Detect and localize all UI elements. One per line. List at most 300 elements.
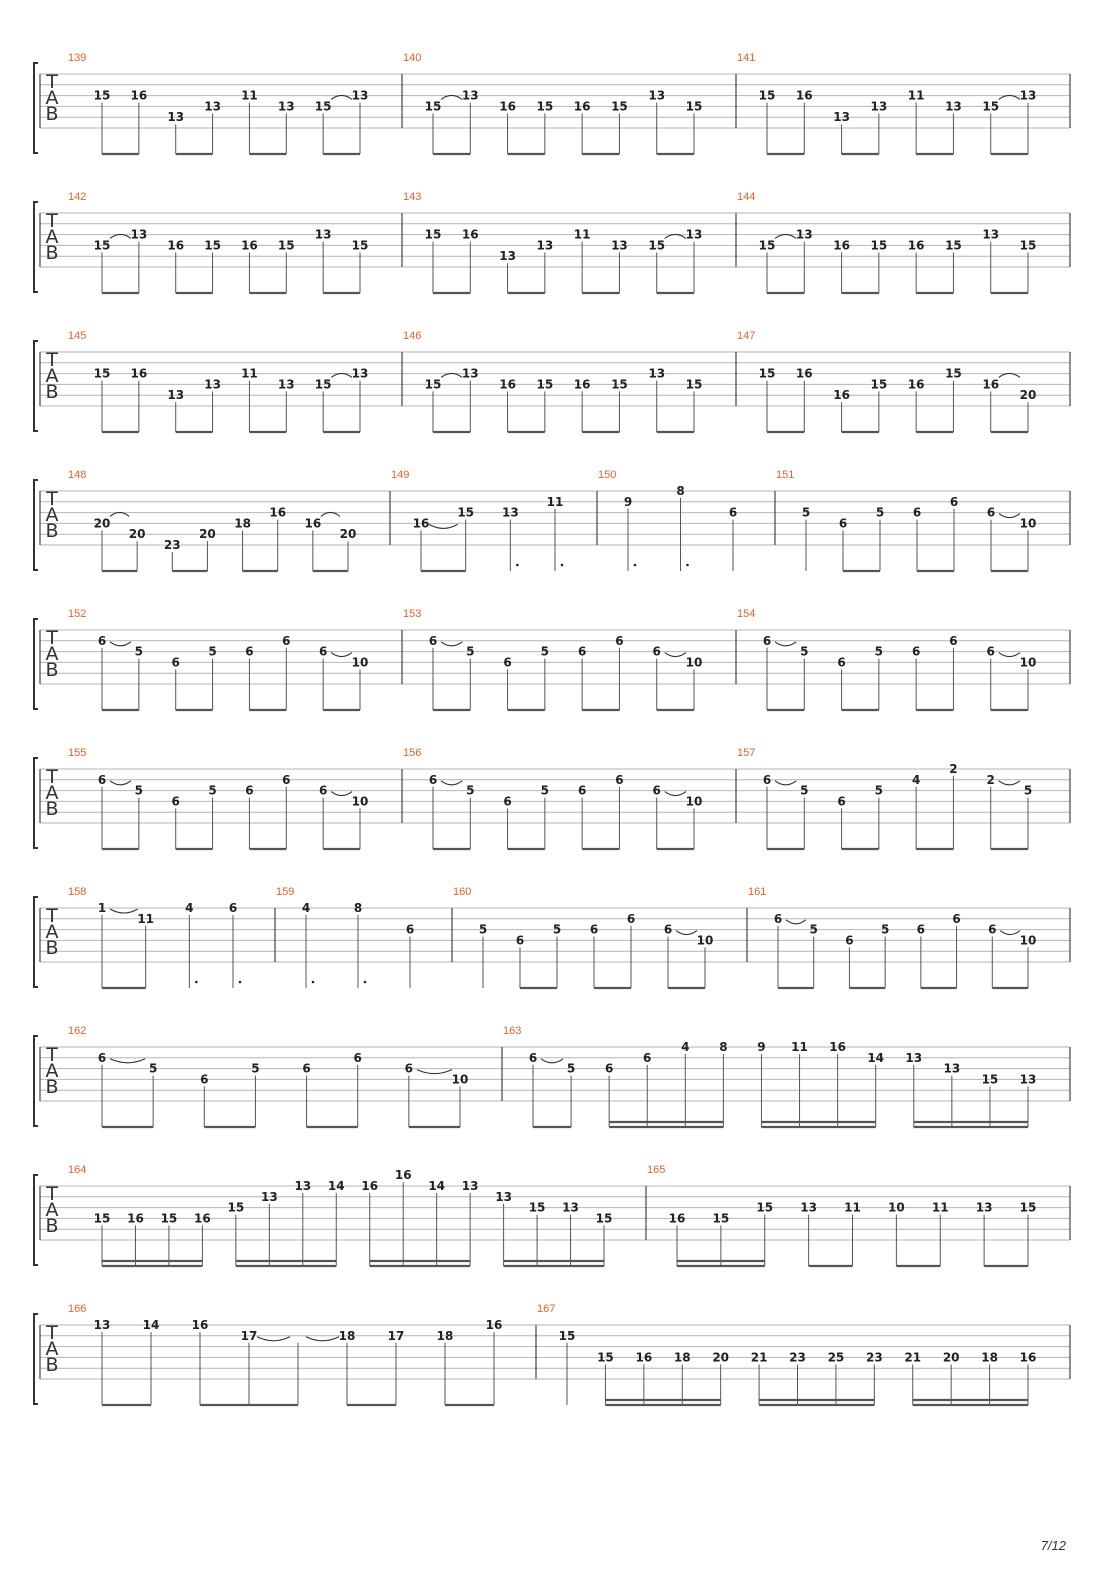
rhythm-dot bbox=[312, 981, 315, 984]
measure-number: 164 bbox=[68, 1164, 87, 1176]
tab-clef-letter: A bbox=[45, 1199, 59, 1221]
tab-clef-letter: B bbox=[45, 381, 59, 403]
fret-number: 6 bbox=[200, 1072, 209, 1087]
fret-number: 13 bbox=[536, 238, 554, 253]
fret-number: 6 bbox=[838, 516, 848, 531]
system-bracket bbox=[34, 619, 38, 709]
fret-number: 16 bbox=[412, 516, 430, 531]
fret-number: 15 bbox=[945, 366, 962, 381]
tab-clef-letter: T bbox=[46, 627, 58, 649]
fret-number: 14 bbox=[142, 1318, 160, 1332]
tab-system bbox=[34, 1164, 1070, 1266]
fret-number: 16 bbox=[127, 1211, 144, 1226]
tab-clef-letter: A bbox=[45, 87, 59, 109]
tab-clef-letter: B bbox=[45, 1076, 59, 1098]
fret-number: 8 bbox=[719, 1040, 728, 1054]
fret-number: 6 bbox=[228, 901, 238, 915]
fret-number: 13 bbox=[648, 366, 666, 381]
measure bbox=[537, 1303, 1036, 1405]
system-bracket bbox=[34, 1036, 38, 1126]
tab-clef-letter: A bbox=[45, 1338, 59, 1360]
fret-number: 18 bbox=[234, 516, 251, 531]
measure bbox=[68, 608, 368, 710]
slur-arc bbox=[429, 524, 458, 528]
measure-number: 151 bbox=[776, 469, 795, 481]
fret-number: 15 bbox=[648, 238, 666, 253]
measure bbox=[403, 191, 702, 293]
tab-clef-letter: A bbox=[45, 782, 59, 804]
fret-number: 6 bbox=[837, 655, 846, 670]
fret-number: 16 bbox=[833, 238, 850, 253]
tab-system bbox=[34, 886, 1070, 988]
fret-number: 13 bbox=[461, 1179, 479, 1193]
tab-system bbox=[34, 1025, 1070, 1127]
tab-clef-letter: B bbox=[45, 1354, 59, 1376]
system-bracket bbox=[34, 341, 38, 431]
tab-clef-letter: B bbox=[45, 103, 59, 125]
fret-number: 15 bbox=[227, 1200, 245, 1215]
fret-number: 6 bbox=[171, 794, 180, 809]
measure-number: 142 bbox=[68, 191, 87, 203]
fret-number: 16 bbox=[795, 88, 813, 103]
fret-number: 15 bbox=[1019, 1200, 1037, 1215]
fret-number: 5 bbox=[1023, 783, 1033, 798]
fret-number: 13 bbox=[945, 99, 962, 114]
fret-number: 16 bbox=[833, 388, 850, 403]
fret-number: 6 bbox=[528, 1050, 538, 1065]
slur-arc bbox=[110, 1059, 145, 1063]
measure-number: 140 bbox=[403, 52, 422, 64]
slur-arc bbox=[110, 642, 131, 646]
measure bbox=[737, 191, 1036, 293]
measure bbox=[403, 608, 702, 710]
tab-system bbox=[34, 608, 1070, 710]
fret-number: 20 bbox=[199, 527, 216, 542]
system-bracket bbox=[34, 202, 38, 292]
fret-number: 13 bbox=[648, 88, 666, 103]
fret-number: 6 bbox=[986, 644, 995, 659]
fret-number: 11 bbox=[791, 1040, 808, 1054]
fret-number: 18 bbox=[673, 1350, 691, 1365]
fret-number: 4 bbox=[681, 1040, 690, 1054]
fret-number: 13 bbox=[1019, 88, 1037, 103]
slur-arc bbox=[1000, 931, 1020, 935]
fret-number: 10 bbox=[351, 655, 369, 670]
measure bbox=[68, 886, 241, 988]
measure-number: 153 bbox=[403, 608, 422, 620]
fret-number: 11 bbox=[931, 1200, 949, 1215]
measure-number: 165 bbox=[647, 1164, 666, 1176]
fret-number: 11 bbox=[907, 88, 925, 103]
fret-number: 5 bbox=[466, 783, 475, 798]
measure-number: 155 bbox=[68, 747, 87, 759]
fret-number: 5 bbox=[875, 505, 885, 520]
fret-number: 16 bbox=[304, 516, 322, 531]
fret-number: 13 bbox=[685, 227, 703, 242]
fret-number: 15 bbox=[712, 1211, 730, 1226]
system-bracket bbox=[34, 480, 38, 570]
measure bbox=[403, 747, 702, 849]
fret-number: 13 bbox=[351, 366, 369, 381]
fret-number: 16 bbox=[1019, 1350, 1037, 1365]
fret-number: 8 bbox=[676, 484, 685, 498]
fret-number: 6 bbox=[652, 644, 661, 659]
page-number: 7/12 bbox=[1040, 1538, 1066, 1553]
fret-number: 5 bbox=[801, 505, 811, 520]
fret-number: 6 bbox=[949, 494, 959, 509]
fret-number: 6 bbox=[428, 772, 438, 787]
fret-number: 6 bbox=[589, 922, 599, 937]
fret-number: 16 bbox=[668, 1211, 686, 1226]
measure bbox=[776, 469, 1036, 571]
slur-arc bbox=[306, 1337, 339, 1341]
measure bbox=[403, 330, 702, 432]
fret-number: 13 bbox=[167, 388, 185, 403]
fret-number: 13 bbox=[495, 1189, 512, 1204]
slur-arc bbox=[665, 653, 686, 657]
slur-arc bbox=[786, 920, 806, 924]
fret-number: 6 bbox=[282, 772, 291, 787]
measure-number: 154 bbox=[737, 608, 756, 620]
fret-number: 6 bbox=[353, 1050, 362, 1065]
fret-number: 6 bbox=[97, 633, 107, 648]
rhythm-dot bbox=[516, 564, 519, 567]
fret-number: 20 bbox=[339, 527, 357, 542]
fret-number: 15 bbox=[1019, 238, 1037, 253]
system-bracket bbox=[34, 63, 38, 153]
fret-number: 5 bbox=[134, 783, 144, 798]
tab-clef-letter: A bbox=[45, 504, 59, 526]
fret-number: 6 bbox=[952, 911, 961, 926]
tab-system bbox=[34, 191, 1070, 293]
slur-arc bbox=[110, 909, 138, 913]
fret-number: 14 bbox=[428, 1179, 446, 1193]
measure bbox=[503, 1025, 1036, 1127]
fret-number: 5 bbox=[874, 644, 884, 659]
fret-number: 6 bbox=[912, 505, 922, 520]
fret-number: 16 bbox=[394, 1168, 412, 1183]
fret-number: 11 bbox=[573, 227, 591, 242]
fret-number: 15 bbox=[870, 377, 888, 392]
slur-arc bbox=[110, 781, 131, 785]
fret-number: 6 bbox=[282, 633, 291, 648]
fret-number: 13 bbox=[905, 1050, 923, 1065]
fret-number: 10 bbox=[685, 794, 703, 809]
rhythm-dot bbox=[195, 981, 198, 984]
fret-number: 16 bbox=[573, 377, 591, 392]
fret-number: 20 bbox=[712, 1350, 730, 1365]
system-bracket bbox=[34, 758, 38, 848]
fret-number: 13 bbox=[461, 88, 479, 103]
measure-number: 158 bbox=[68, 886, 87, 898]
tab-clef-letter: T bbox=[46, 488, 58, 510]
tab-clef-letter: B bbox=[45, 520, 59, 542]
fret-number: 5 bbox=[552, 922, 562, 937]
fret-number: 15 bbox=[758, 88, 776, 103]
fret-number: 15 bbox=[758, 366, 776, 381]
fret-number: 6 bbox=[615, 772, 624, 787]
fret-number: 16 bbox=[130, 366, 148, 381]
tab-clef-letter: T bbox=[46, 71, 58, 93]
fret-number: 16 bbox=[361, 1179, 379, 1193]
fret-number: 6 bbox=[986, 505, 996, 520]
fret-number: 20 bbox=[1019, 388, 1037, 403]
tab-clef-letter: A bbox=[45, 1060, 59, 1082]
fret-number: 6 bbox=[626, 911, 636, 926]
fret-number: 18 bbox=[981, 1350, 998, 1365]
fret-number: 4 bbox=[185, 901, 194, 915]
fret-number: 13 bbox=[975, 1200, 993, 1215]
fret-number: 16 bbox=[191, 1318, 209, 1332]
fret-number: 17 bbox=[387, 1328, 405, 1343]
fret-number: 9 bbox=[623, 494, 633, 509]
slur-arc bbox=[541, 1059, 563, 1063]
fret-number: 5 bbox=[874, 783, 884, 798]
measure-number: 156 bbox=[403, 747, 422, 759]
tab-clef-letter: A bbox=[45, 643, 59, 665]
measure-number: 143 bbox=[403, 191, 422, 203]
measure bbox=[748, 886, 1036, 988]
fret-number: 16 bbox=[573, 99, 591, 114]
fret-number: 2 bbox=[949, 762, 958, 776]
fret-number: 6 bbox=[404, 1061, 414, 1076]
measure-number: 167 bbox=[537, 1303, 556, 1315]
tab-system bbox=[34, 330, 1070, 432]
fret-number: 6 bbox=[245, 783, 254, 798]
fret-number: 11 bbox=[844, 1200, 861, 1215]
fret-number: 16 bbox=[269, 505, 287, 520]
fret-number: 13 bbox=[800, 1200, 817, 1215]
fret-number: 15 bbox=[758, 238, 776, 253]
fret-number: 6 bbox=[318, 783, 328, 798]
fret-number: 6 bbox=[988, 922, 997, 937]
fret-number: 15 bbox=[982, 99, 1000, 114]
fret-number: 15 bbox=[756, 1200, 774, 1215]
fret-number: 15 bbox=[536, 377, 554, 392]
slur-arc bbox=[417, 1070, 452, 1074]
fret-number: 5 bbox=[880, 922, 890, 937]
slur-arc bbox=[775, 781, 796, 785]
tab-clef-letter: B bbox=[45, 937, 59, 959]
measure-number: 159 bbox=[276, 886, 295, 898]
fret-number: 16 bbox=[241, 238, 258, 253]
fret-number: 5 bbox=[208, 644, 217, 659]
fret-number: 9 bbox=[757, 1040, 766, 1054]
measure-number: 147 bbox=[737, 330, 756, 342]
fret-number: 14 bbox=[867, 1050, 885, 1065]
slur-arc bbox=[331, 792, 352, 796]
fret-number: 6 bbox=[577, 783, 587, 798]
fret-number: 5 bbox=[134, 644, 144, 659]
fret-number: 15 bbox=[424, 377, 442, 392]
fret-number: 13 bbox=[351, 88, 369, 103]
measure bbox=[737, 747, 1032, 849]
measure bbox=[68, 330, 368, 432]
system-bracket bbox=[34, 1175, 38, 1265]
fret-number: 11 bbox=[241, 366, 258, 381]
tab-clef-letter: T bbox=[46, 210, 58, 232]
measure bbox=[403, 52, 702, 154]
fret-number: 5 bbox=[800, 644, 809, 659]
fret-number: 23 bbox=[865, 1350, 883, 1365]
fret-number: 6 bbox=[762, 633, 772, 648]
fret-number: 13 bbox=[294, 1179, 312, 1193]
fret-number: 13 bbox=[982, 227, 1000, 242]
fret-number: 13 bbox=[870, 99, 888, 114]
measure-number: 160 bbox=[453, 886, 472, 898]
fret-number: 16 bbox=[635, 1350, 653, 1365]
measure bbox=[68, 1303, 502, 1405]
fret-number: 15 bbox=[314, 377, 332, 392]
fret-number: 6 bbox=[911, 644, 921, 659]
slur-arc bbox=[775, 642, 796, 646]
fret-number: 13 bbox=[260, 1189, 278, 1204]
fret-number: 6 bbox=[652, 783, 661, 798]
system-bracket bbox=[34, 897, 38, 987]
fret-number: 13 bbox=[277, 377, 295, 392]
measure-number: 144 bbox=[737, 191, 756, 203]
fret-number: 5 bbox=[251, 1061, 260, 1076]
measure bbox=[737, 52, 1036, 154]
measure-number: 146 bbox=[403, 330, 422, 342]
fret-number: 15 bbox=[93, 238, 111, 253]
measure bbox=[68, 52, 368, 154]
fret-number: 13 bbox=[943, 1061, 961, 1076]
slur-arc bbox=[441, 781, 462, 785]
fret-number: 6 bbox=[845, 933, 854, 948]
rhythm-dot bbox=[686, 564, 689, 567]
fret-number: 5 bbox=[478, 922, 488, 937]
fret-number: 15 bbox=[93, 1211, 111, 1226]
measure bbox=[68, 1164, 612, 1266]
fret-number: 8 bbox=[353, 901, 363, 915]
fret-number: 15 bbox=[277, 238, 295, 253]
fret-number: 16 bbox=[499, 377, 516, 392]
fret-number: 15 bbox=[597, 1350, 614, 1365]
system-bracket bbox=[34, 1314, 38, 1404]
measure bbox=[598, 469, 737, 571]
tab-clef-letter: B bbox=[45, 1215, 59, 1237]
fret-number: 15 bbox=[457, 505, 475, 520]
fret-number: 16 bbox=[485, 1318, 503, 1332]
fret-number: 16 bbox=[795, 366, 813, 381]
fret-number: 13 bbox=[501, 505, 519, 520]
fret-number: 5 bbox=[800, 783, 809, 798]
measure bbox=[68, 1025, 468, 1127]
slur-arc bbox=[999, 514, 1020, 518]
fret-number: 15 bbox=[981, 1072, 999, 1087]
fret-number: 15 bbox=[528, 1200, 546, 1215]
measure-number: 141 bbox=[737, 52, 756, 64]
fret-number: 13 bbox=[93, 1318, 111, 1332]
fret-number: 11 bbox=[137, 911, 155, 926]
slur-arc bbox=[676, 931, 697, 935]
fret-number: 23 bbox=[163, 538, 181, 552]
tab-clef-letter: B bbox=[45, 798, 59, 820]
tab-clef-letter: T bbox=[46, 1183, 58, 1205]
fret-number: 4 bbox=[911, 772, 921, 787]
measure-number: 161 bbox=[748, 886, 767, 898]
fret-number: 6 bbox=[837, 794, 846, 809]
measure-number: 157 bbox=[737, 747, 756, 759]
fret-number: 6 bbox=[515, 933, 525, 948]
fret-number: 16 bbox=[829, 1040, 846, 1054]
fret-number: 15 bbox=[314, 99, 332, 114]
tab-clef-letter: T bbox=[46, 905, 58, 927]
fret-number: 6 bbox=[728, 505, 738, 520]
tab-clef-letter: T bbox=[46, 766, 58, 788]
fret-number: 5 bbox=[148, 1061, 158, 1076]
fret-number: 15 bbox=[945, 238, 962, 253]
fret-number: 13 bbox=[833, 110, 850, 125]
slur-arc bbox=[665, 792, 686, 796]
fret-number: 6 bbox=[949, 633, 958, 648]
fret-number: 11 bbox=[546, 494, 564, 509]
measure-number: 149 bbox=[391, 469, 410, 481]
tab-clef-letter: A bbox=[45, 921, 59, 943]
fret-number: 15 bbox=[611, 99, 628, 114]
fret-number: 21 bbox=[904, 1350, 922, 1365]
fret-number: 15 bbox=[611, 377, 628, 392]
fret-number: 6 bbox=[762, 772, 772, 787]
fret-number: 10 bbox=[351, 794, 369, 809]
fret-number: 15 bbox=[204, 238, 221, 253]
fret-number: 15 bbox=[595, 1211, 613, 1226]
fret-number: 16 bbox=[130, 88, 148, 103]
fret-number: 15 bbox=[424, 99, 442, 114]
measure-number: 166 bbox=[68, 1303, 87, 1315]
measure-number: 139 bbox=[68, 52, 87, 64]
fret-number: 16 bbox=[167, 238, 185, 253]
fret-number: 15 bbox=[685, 99, 703, 114]
fret-number: 5 bbox=[809, 922, 818, 937]
rhythm-dot bbox=[239, 981, 242, 984]
fret-number: 15 bbox=[351, 238, 369, 253]
measure bbox=[68, 469, 356, 571]
fret-number: 17 bbox=[240, 1328, 258, 1343]
slur-arc bbox=[441, 642, 462, 646]
fret-number: 6 bbox=[97, 1050, 107, 1065]
tab-system bbox=[34, 469, 1070, 571]
fret-number: 13 bbox=[204, 377, 221, 392]
fret-number: 6 bbox=[171, 655, 180, 670]
tab-clef-letter: B bbox=[45, 242, 59, 264]
fret-number: 5 bbox=[566, 1061, 576, 1076]
fret-number: 5 bbox=[540, 644, 550, 659]
fret-number: 5 bbox=[208, 783, 217, 798]
fret-number: 13 bbox=[611, 238, 628, 253]
measure bbox=[737, 330, 1036, 432]
fret-number: 20 bbox=[942, 1350, 960, 1365]
fret-number: 15 bbox=[93, 366, 111, 381]
slur-arc bbox=[999, 653, 1020, 657]
rhythm-dot bbox=[561, 564, 564, 567]
fret-number: 15 bbox=[685, 377, 703, 392]
fret-number: 13 bbox=[204, 99, 221, 114]
fret-number: 14 bbox=[327, 1179, 345, 1193]
fret-number: 16 bbox=[499, 99, 516, 114]
tab-clef-letter: T bbox=[46, 1044, 58, 1066]
measure-number: 150 bbox=[598, 469, 617, 481]
fret-number: 25 bbox=[827, 1350, 845, 1365]
fret-number: 20 bbox=[128, 527, 146, 542]
fret-number: 16 bbox=[907, 377, 925, 392]
fret-number: 15 bbox=[424, 227, 442, 242]
fret-number: 1 bbox=[97, 901, 107, 915]
fret-number: 6 bbox=[405, 922, 415, 937]
rhythm-dot bbox=[364, 981, 367, 984]
measure bbox=[68, 747, 368, 849]
